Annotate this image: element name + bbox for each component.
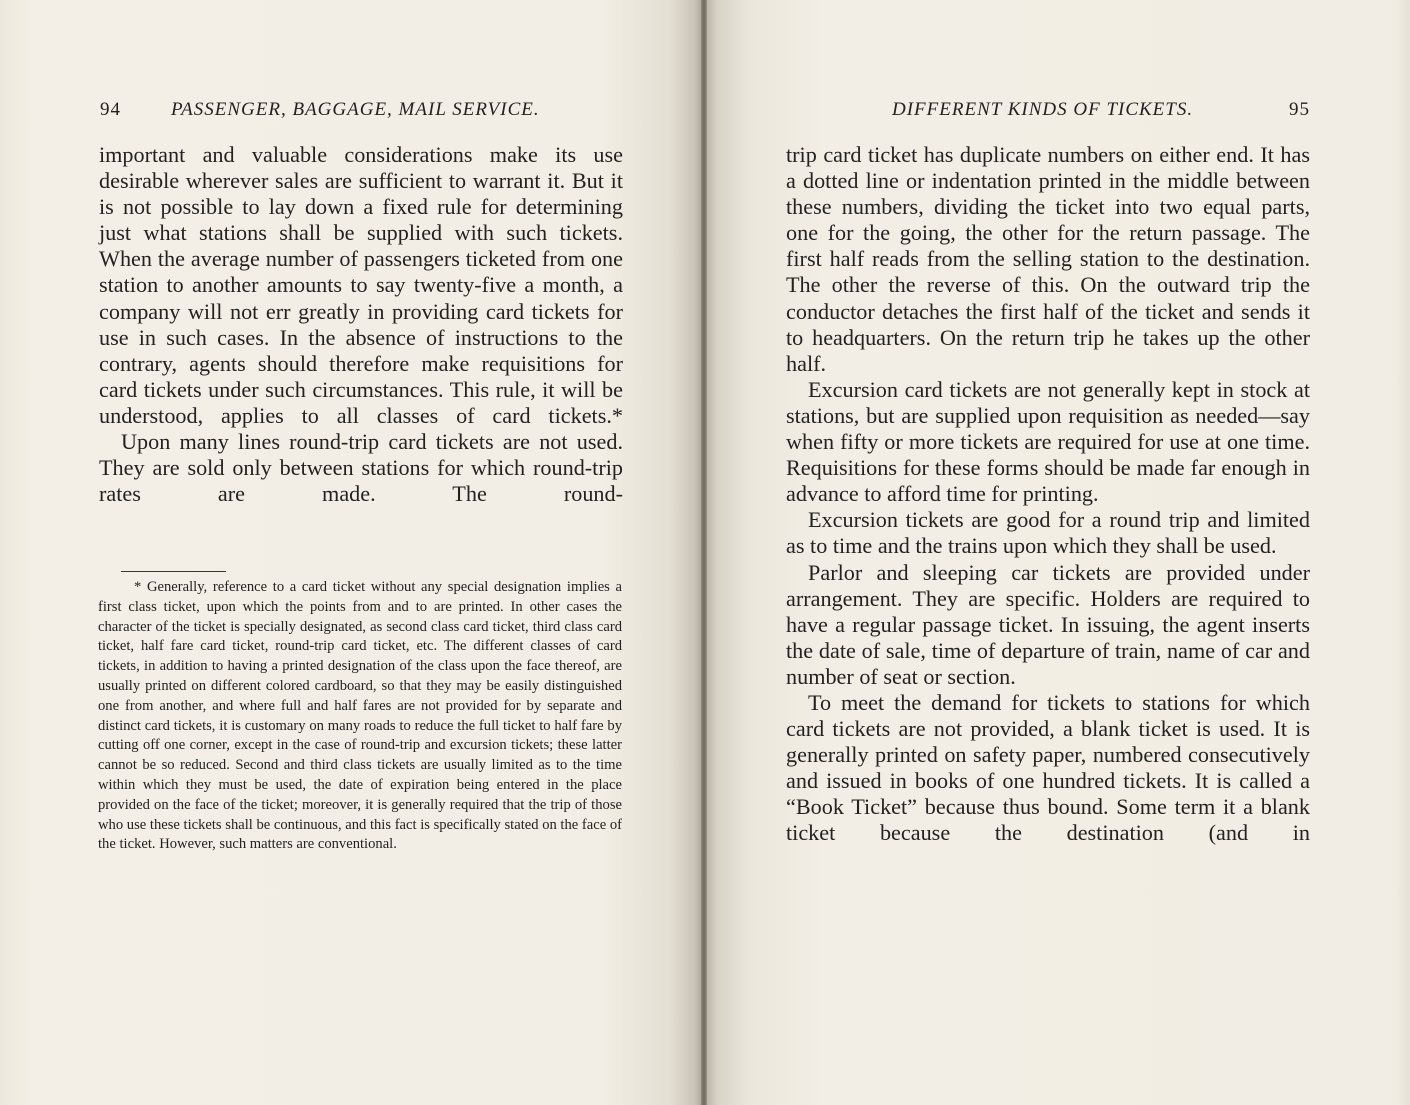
right-page-number: 95 — [1289, 99, 1310, 120]
right-page-header — [705, 99, 1410, 123]
footnote — [98, 578, 622, 855]
right-paragraph-1: trip card ticket has duplicate numbers on either end. It has a dotted line or indentation printed in the middle between these numbers, dividing the ticket into two equal parts, one for the going, the other for the return passage. The first half reads from the selling station to the destination. The other the reverse of this. On the outward trip the conductor detaches the first half of the ticket and sends it to headquarters. On the return trip he takes up the other half. — [786, 142, 1310, 376]
left-page-header — [0, 99, 703, 123]
footnote-text: * Generally, reference to a card ticket without any special designation implies a first class ticket, upon which the points from and to are printed. In other cases the character of the ticket is specially designated, as second class card ticket, third class card ticket, half fare card ticket, round-trip card ticket, etc. The different classes of card tickets, in addition to having a printed designation of the class upon the face thereof, are usually printed on different colored cardboard, so that they may be easily distinguished one from another, and where full and half fares are not provided for by separate and distinct card tickets, it is customary on many roads to reduce the full ticket to half fare by cutting off one corner, except in the case of round-trip and excursion tickets; these latter cannot be so reduced. Second and third class tickets are usually limited as to the time within which they must be used, the date of expiration being entered in the place provided on the face of the ticket; moreover, it is generally required that the trip of those who use these tickets shall be continuous, and this fact is specifically stated on the face of the ticket. However, such matters are conventional. — [98, 579, 623, 853]
right-page — [705, 0, 1410, 1105]
right-body-text — [786, 142, 1310, 847]
left-page-number: 94 — [100, 99, 121, 120]
left-running-head: PASSENGER, BAGGAGE, MAIL SERVICE. — [171, 99, 540, 120]
right-paragraph-5: To meet the demand for tickets to stations for which card tickets are not provided, a blank ticket is used. It is generally printed on safety paper, numbered consecutively and issued in books of one hundred tickets. It is called a “Book Ticket” because thus bound. Some term it a blank ticket because the destination (and in — [786, 689, 1310, 846]
left-paragraph-2: Upon many lines round-trip card tickets are not used. They are sold only between stations for which round-trip rates are made. The round- — [99, 429, 623, 507]
footnote-rule — [121, 571, 226, 572]
left-body-text — [99, 142, 623, 507]
left-page — [0, 0, 703, 1105]
left-paragraph-1: important and valuable considerations make its use desirable wherever sales are sufficient to warrant it. But it is not possible to lay down a fixed rule for determining just what stations shall be supplied with such tickets. When the average number of passengers ticketed from one station to another amounts to say twenty-five a month, a company will not err greatly in providing card tickets for use in such cases. In the absence of instructions to the contrary, agents should therefore make requisitions for card tickets under such circumstances. This rule, it will be understood, applies to all classes of card tickets.* — [99, 142, 623, 428]
right-running-head: DIFFERENT KINDS OF TICKETS. — [892, 99, 1194, 120]
book-gutter — [701, 0, 707, 1105]
right-paragraph-3: Excursion tickets are good for a round trip and limited as to time and the trains upon which they shall be used. — [786, 507, 1310, 559]
right-paragraph-2: Excursion card tickets are not generally kept in stock at stations, but are supplied upon requisition as needed—say when fifty or more tickets are required for use at one time. Requisitions for these forms should be made far enough in advance to afford time for printing. — [786, 376, 1310, 507]
right-paragraph-4: Parlor and sleeping car tickets are provided under arrangement. They are specific. Holders are required to have a regular passage ticket. In issuing, the agent inserts the date of sale, time of departure of train, name of car and number of seat or section. — [786, 559, 1310, 689]
